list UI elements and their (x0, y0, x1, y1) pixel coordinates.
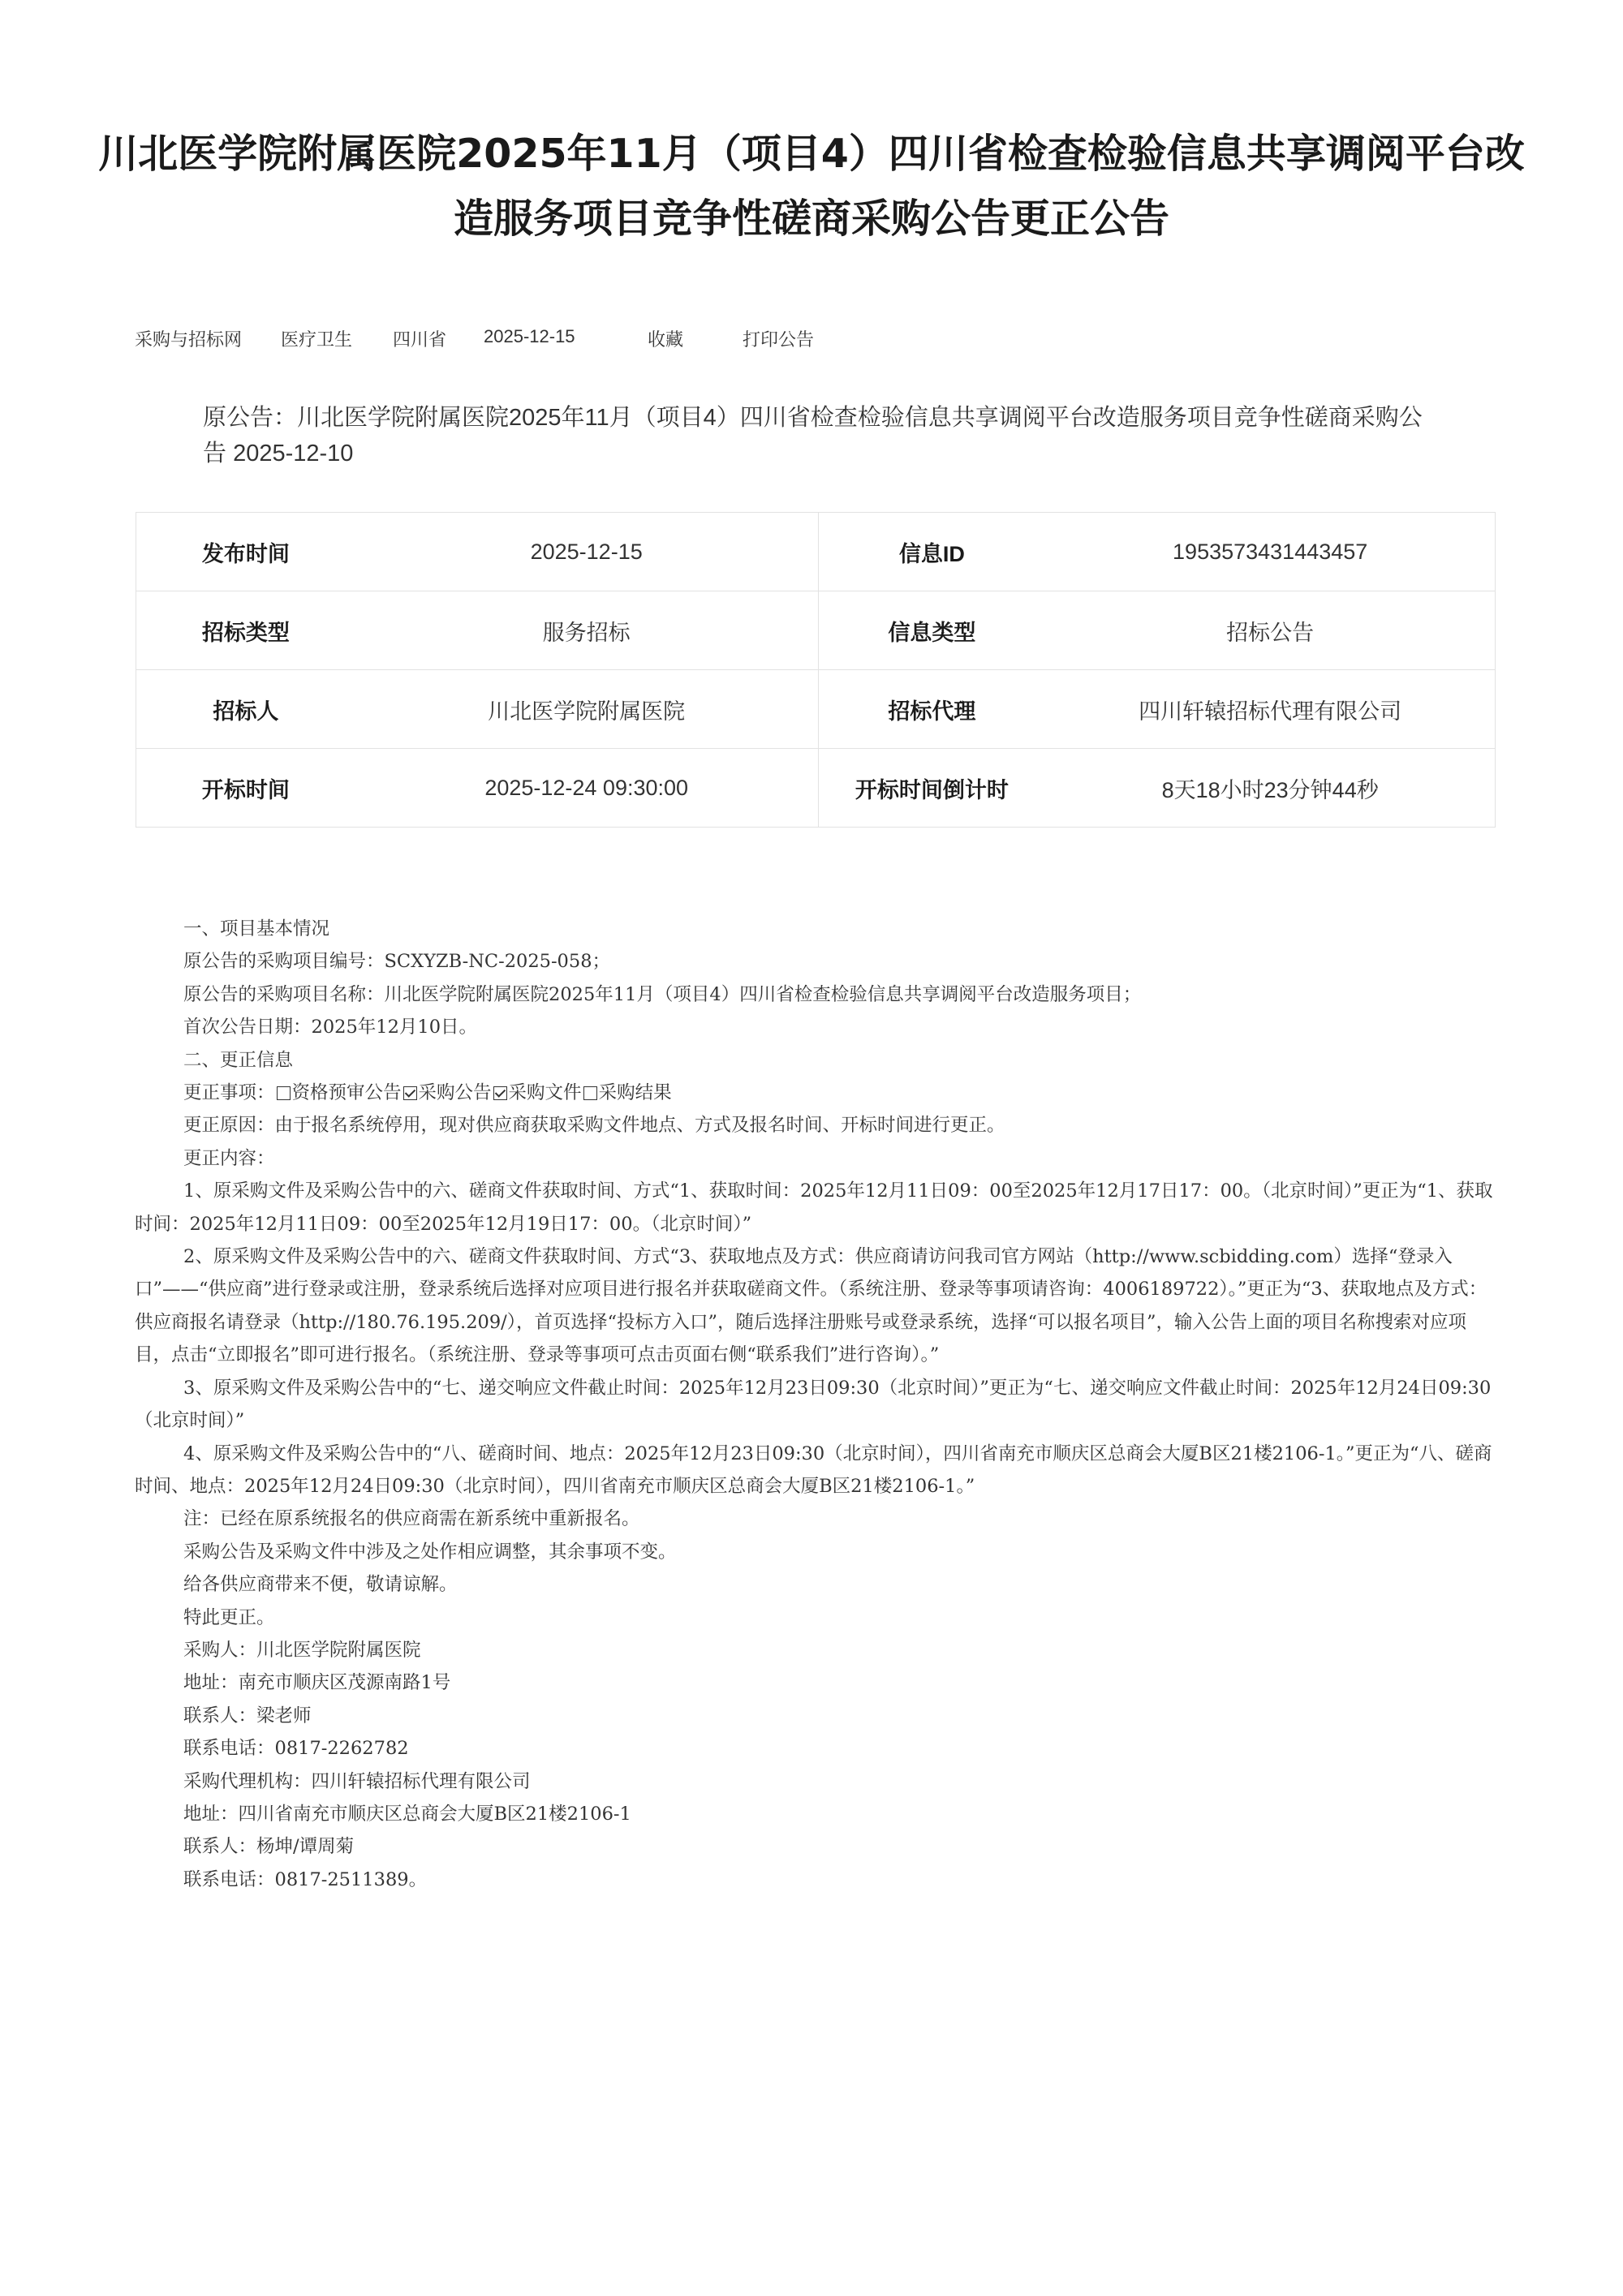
notice-body (135, 913, 1493, 1896)
checkbox-unchecked-icon (583, 1086, 597, 1100)
page-title: 川北医学院附属医院2025年11月（项目4）四川省检查检验信息共享调阅平台改造服务项目竞争性磋商采购公告更正公告 (98, 131, 1525, 242)
table-value: 服务招标 (355, 591, 819, 669)
correction-item-4: 4、原采购文件及采购公告中的“八、磋商时间、地点：2025年12月23日09:30（北京时间），四川省南充市顺庆区总商会大厦B区21楼2106-1。”更正为“八、磋商时间、地点：2025年12月24日09:30（北京时间），四川省南充市顺庆区总商会大厦B区21楼2106-1。” (135, 1443, 1492, 1497)
table-label: 信息ID (898, 541, 965, 566)
project-name: 原公告的采购项目名称：川北医学院附属医院2025年11月（项目4）四川省检查检验信息共享调阅平台改造服务项目； (183, 983, 1142, 1005)
adjustment-line: 采购公告及采购文件中涉及之处作相应调整，其余事项不变。 (183, 1541, 677, 1563)
correction-matters (135, 1077, 1493, 1109)
purchaser-phone: 联系电话：0817-2262782 (183, 1738, 409, 1760)
publish-date: 2025-12-15 (484, 326, 575, 346)
agency: 采购代理机构：四川轩辕招标代理有限公司 (183, 1770, 531, 1792)
table-value: 川北医学院附属医院 (355, 670, 819, 748)
print-button[interactable]: 打印公告 (743, 329, 815, 350)
source-link[interactable]: 采购与招标网 (135, 329, 243, 350)
project-code: 原公告的采购项目编号：SCXYZB-NC-2025-058； (183, 951, 611, 973)
table-value: 1953573431443457 (1173, 539, 1368, 564)
checkbox-checked-icon (493, 1086, 507, 1100)
closing-line: 特此更正。 (183, 1606, 275, 1628)
countdown-value: 8天18小时23分钟44秒 (1161, 777, 1379, 802)
correction-item-3: 3、原采购文件及采购公告中的“七、递交响应文件截止时间：2025年12月23日09:30（北京时间）”更正为“七、递交响应文件截止时间：2025年12月24日09:30（北京时间）” (135, 1377, 1492, 1432)
original-notice-prefix: 原公告： (203, 405, 298, 431)
table-row (136, 670, 1495, 749)
correction-item-1: 1、原采购文件及采购公告中的六、磋商文件获取时间、方式“1、获取时间：2025年12月11日09：00至2025年12月17日17：00。（北京时间）”更正为“1、获取时间：2025年12月11日09：00至2025年12月19日17：00。（北京时间）” (135, 1180, 1493, 1235)
apology-line: 给各供应商带来不便，敬请谅解。 (183, 1574, 458, 1596)
table-row (136, 749, 1495, 827)
correction-item-2: 2、原采购文件及采购公告中的六、磋商文件获取时间、方式“3、获取地点及方式：供应商请访问我司官方网站（http://www.scbidding.com）选择“登录入口”——“供应商”进行登录或注册，登录系统后选择对应项目进行报名并获取磋商文件。（系统注册、登录等事项请咨询：4006189722）。”更正为“3、获取地点及方式：供应商报名请登录（http://180.76.195.209/），首页选择“投标方入口”，随后选择注册账号或登录系统，选择“可以报名项目”，输入公告上面的项目名称搜索对应项目，点击“立即报名”即可进行报名。（系统注册、登录等事项可点击页面右侧“联系我们”进行咨询）。” (135, 1246, 1487, 1366)
table-value: 四川轩辕招标代理有限公司 (1139, 699, 1402, 724)
table-row (136, 591, 1495, 670)
original-notice-date: 2025-12-10 (233, 441, 354, 467)
section-heading: 二、更正信息 (183, 1049, 294, 1071)
table-label: 发布时间 (201, 541, 290, 566)
checkbox-checked-icon (403, 1086, 417, 1100)
checkbox-label: 采购公告 (418, 1082, 492, 1104)
purchaser-contact: 联系人：梁老师 (183, 1705, 312, 1726)
table-value: 2025-12-24 09:30:00 (355, 749, 819, 827)
agency-address: 地址：四川省南充市顺庆区总商会大厦B区21楼2106-1 (183, 1803, 631, 1825)
table-value: 2025-12-15 (355, 513, 819, 591)
table-label: 招标代理 (888, 699, 976, 724)
section-heading: 一、项目基本情况 (183, 918, 330, 939)
checkbox-label: 资格预审公告 (291, 1082, 402, 1104)
note: 注：已经在原系统报名的供应商需在新系统中重新报名。 (183, 1508, 640, 1530)
checkbox-label: 采购结果 (598, 1082, 672, 1104)
table-label: 开标时间 (201, 777, 290, 802)
first-notice-date: 首次公告日期：2025年12月10日。 (183, 1017, 478, 1038)
region-tag[interactable]: 四川省 (393, 329, 447, 350)
table-label: 开标时间倒计时 (855, 777, 1009, 802)
favorite-button[interactable]: 收藏 (648, 329, 684, 350)
original-notice-link[interactable]: 川北医学院附属医院2025年11月（项目4）四川省检查检验信息共享调阅平台改造服务项目竞争性磋商采购公告 (203, 405, 1423, 467)
table-label: 招标类型 (201, 620, 290, 645)
info-table (136, 512, 1496, 828)
correction-matters-label: 更正事项： (183, 1082, 275, 1104)
table-label: 信息类型 (888, 620, 976, 645)
purchaser-address: 地址：南充市顺庆区茂源南路1号 (183, 1672, 451, 1694)
checkbox-unchecked-icon (277, 1086, 291, 1100)
table-value: 招标公告 (1226, 620, 1315, 645)
original-notice (203, 400, 1436, 471)
correction-content-label: 更正内容： (183, 1147, 275, 1169)
checkbox-label: 采购文件 (508, 1082, 582, 1104)
table-label: 招标人 (213, 699, 279, 724)
table-row (136, 513, 1495, 591)
agency-contact: 联系人：杨坤/谭周菊 (183, 1836, 355, 1858)
purchaser: 采购人：川北医学院附属医院 (183, 1639, 421, 1661)
agency-phone: 联系电话：0817-2511389。 (183, 1868, 428, 1890)
industry-tag[interactable]: 医疗卫生 (281, 329, 353, 350)
correction-reason: 更正原因：由于报名系统停用，现对供应商获取采购文件地点、方式及报名时间、开标时间进行更正。 (183, 1115, 1005, 1137)
